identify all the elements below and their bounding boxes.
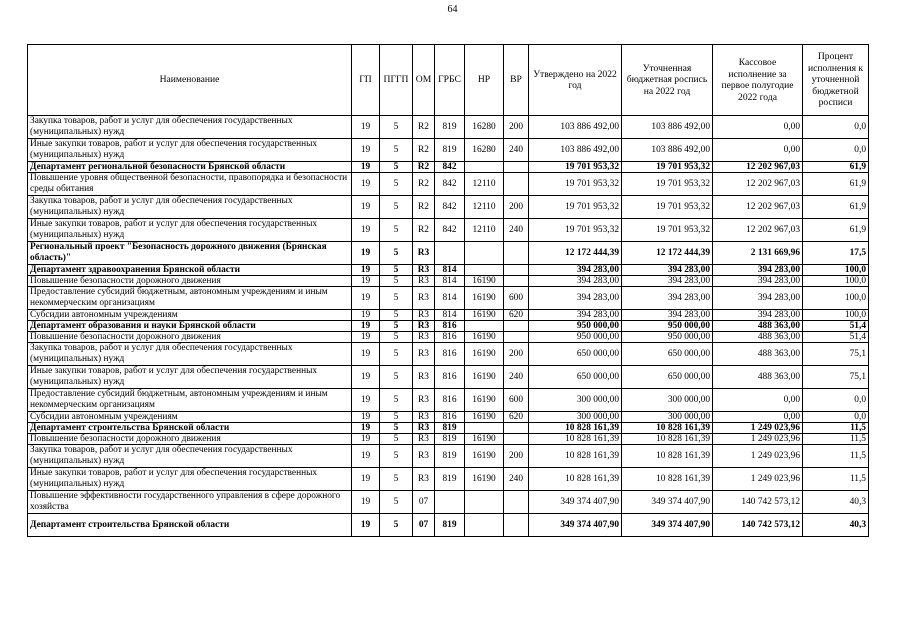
cell-vr: 240 <box>504 468 529 491</box>
cell-np: 16190 <box>465 276 504 287</box>
cell-grbs: 816 <box>435 332 465 343</box>
cell-refined: 103 886 492,00 <box>622 116 713 139</box>
cell-om: R3 <box>413 310 435 321</box>
cell-refined: 950 000,00 <box>622 321 713 332</box>
cell-percent: 0,0 <box>803 116 869 139</box>
cell-cash: 12 202 967,03 <box>713 162 803 173</box>
table-row <box>28 366 869 389</box>
cell-gp: 19 <box>352 468 380 491</box>
cell-name: Региональный проект "Безопасность дорожного движения (Брянская область)" <box>28 242 352 265</box>
cell-cash: 1 249 023,96 <box>713 423 803 434</box>
table-row <box>28 343 869 366</box>
cell-refined: 650 000,00 <box>622 343 713 366</box>
cell-vr <box>504 491 529 514</box>
table-row <box>28 242 869 265</box>
cell-om: R3 <box>413 276 435 287</box>
cell-grbs: 819 <box>435 116 465 139</box>
cell-ppgp: 5 <box>380 219 413 242</box>
cell-cash: 1 249 023,96 <box>713 468 803 491</box>
cell-percent: 100,0 <box>803 287 869 310</box>
cell-percent: 40,3 <box>803 514 869 537</box>
cell-vr <box>504 265 529 276</box>
cell-np: 16280 <box>465 139 504 162</box>
cell-om: R3 <box>413 265 435 276</box>
cell-np: 16190 <box>465 412 504 423</box>
cell-ppgp: 5 <box>380 423 413 434</box>
cell-name: Повышение безопасности дорожного движения <box>28 332 352 343</box>
cell-gp: 19 <box>352 173 380 196</box>
cell-ppgp: 5 <box>380 412 413 423</box>
cell-om: R3 <box>413 332 435 343</box>
cell-np: 16190 <box>465 434 504 445</box>
cell-om: R2 <box>413 173 435 196</box>
table-row <box>28 162 869 173</box>
cell-name: Закупка товаров, работ и услуг для обеспечения государственных (муниципальных) нужд <box>28 445 352 468</box>
cell-name: Закупка товаров, работ и услуг для обеспечения государственных (муниципальных) нужд <box>28 196 352 219</box>
cell-vr: 620 <box>504 310 529 321</box>
cell-om: R2 <box>413 196 435 219</box>
cell-vr <box>504 162 529 173</box>
cell-cash: 12 202 967,03 <box>713 219 803 242</box>
cell-refined: 349 374 407,90 <box>622 491 713 514</box>
table-row <box>28 468 869 491</box>
header-gp: ГП <box>352 45 380 116</box>
table-row <box>28 310 869 321</box>
cell-approved: 394 283,00 <box>529 310 622 321</box>
cell-percent: 61,9 <box>803 162 869 173</box>
cell-refined: 394 283,00 <box>622 287 713 310</box>
table-row <box>28 412 869 423</box>
cell-refined: 394 283,00 <box>622 276 713 287</box>
cell-percent: 0,0 <box>803 139 869 162</box>
cell-percent: 61,9 <box>803 219 869 242</box>
cell-refined: 300 000,00 <box>622 389 713 412</box>
cell-name: Иные закупки товаров, работ и услуг для обеспечения государственных (муниципальных) нужд <box>28 139 352 162</box>
table-row <box>28 116 869 139</box>
cell-approved: 19 701 953,32 <box>529 173 622 196</box>
table-row <box>28 491 869 514</box>
cell-np <box>465 265 504 276</box>
cell-np: 16190 <box>465 468 504 491</box>
cell-ppgp: 5 <box>380 389 413 412</box>
cell-grbs: 816 <box>435 321 465 332</box>
cell-vr: 620 <box>504 412 529 423</box>
cell-ppgp: 5 <box>380 366 413 389</box>
cell-np: 12110 <box>465 173 504 196</box>
cell-np <box>465 423 504 434</box>
cell-np: 16190 <box>465 332 504 343</box>
cell-approved: 650 000,00 <box>529 366 622 389</box>
cell-gp: 19 <box>352 321 380 332</box>
cell-name: Повышение эффективности государственного управления в сфере дорожного хозяйства <box>28 491 352 514</box>
cell-approved: 950 000,00 <box>529 332 622 343</box>
cell-om: R2 <box>413 162 435 173</box>
cell-grbs: 842 <box>435 173 465 196</box>
cell-grbs: 819 <box>435 468 465 491</box>
cell-gp: 19 <box>352 332 380 343</box>
cell-refined: 650 000,00 <box>622 366 713 389</box>
cell-refined: 10 828 161,39 <box>622 468 713 491</box>
cell-gp: 19 <box>352 445 380 468</box>
cell-gp: 19 <box>352 196 380 219</box>
cell-cash: 12 202 967,03 <box>713 173 803 196</box>
cell-grbs: 842 <box>435 162 465 173</box>
cell-vr <box>504 332 529 343</box>
cell-vr: 200 <box>504 445 529 468</box>
table-row <box>28 423 869 434</box>
cell-approved: 12 172 444,39 <box>529 242 622 265</box>
cell-percent: 100,0 <box>803 265 869 276</box>
cell-vr: 240 <box>504 219 529 242</box>
cell-cash: 1 249 023,96 <box>713 434 803 445</box>
cell-name: Департамент здравоохранения Брянской области <box>28 265 352 276</box>
cell-grbs: 819 <box>435 423 465 434</box>
cell-approved: 950 000,00 <box>529 321 622 332</box>
cell-approved: 349 374 407,90 <box>529 491 622 514</box>
cell-cash: 394 283,00 <box>713 287 803 310</box>
table-row <box>28 332 869 343</box>
cell-approved: 19 701 953,32 <box>529 196 622 219</box>
cell-approved: 19 701 953,32 <box>529 219 622 242</box>
cell-approved: 394 283,00 <box>529 276 622 287</box>
cell-om: R3 <box>413 423 435 434</box>
cell-name: Иные закупки товаров, работ и услуг для обеспечения государственных (муниципальных) нужд <box>28 366 352 389</box>
cell-gp: 19 <box>352 116 380 139</box>
cell-refined: 12 172 444,39 <box>622 242 713 265</box>
cell-name: Закупка товаров, работ и услуг для обеспечения государственных (муниципальных) нужд <box>28 343 352 366</box>
cell-grbs: 814 <box>435 276 465 287</box>
cell-np <box>465 491 504 514</box>
cell-ppgp: 5 <box>380 276 413 287</box>
header-om: ОМ <box>413 45 435 116</box>
cell-gp: 19 <box>352 412 380 423</box>
budget-execution-table <box>27 44 869 537</box>
cell-om: 07 <box>413 514 435 537</box>
table-row <box>28 287 869 310</box>
table-row <box>28 445 869 468</box>
cell-refined: 10 828 161,39 <box>622 423 713 434</box>
cell-vr <box>504 514 529 537</box>
cell-refined: 10 828 161,39 <box>622 445 713 468</box>
cell-cash: 140 742 573,12 <box>713 491 803 514</box>
cell-name: Департамент строительства Брянской области <box>28 514 352 537</box>
cell-om: R3 <box>413 412 435 423</box>
cell-grbs <box>435 242 465 265</box>
cell-om: R3 <box>413 242 435 265</box>
cell-approved: 349 374 407,90 <box>529 514 622 537</box>
cell-gp: 19 <box>352 434 380 445</box>
cell-om: 07 <box>413 491 435 514</box>
cell-np: 16190 <box>465 366 504 389</box>
cell-ppgp: 5 <box>380 242 413 265</box>
table-row <box>28 219 869 242</box>
cell-ppgp: 5 <box>380 265 413 276</box>
cell-grbs: 842 <box>435 196 465 219</box>
cell-gp: 19 <box>352 265 380 276</box>
cell-grbs: 819 <box>435 434 465 445</box>
cell-cash: 12 202 967,03 <box>713 196 803 219</box>
cell-cash: 2 131 669,96 <box>713 242 803 265</box>
cell-approved: 650 000,00 <box>529 343 622 366</box>
cell-np: 16190 <box>465 445 504 468</box>
cell-refined: 10 828 161,39 <box>622 434 713 445</box>
cell-name: Департамент региональной безопасности Брянской области <box>28 162 352 173</box>
cell-grbs: 814 <box>435 310 465 321</box>
table-row <box>28 139 869 162</box>
cell-name: Субсидии автономным учреждениям <box>28 310 352 321</box>
page-number: 64 <box>447 4 458 15</box>
cell-vr <box>504 242 529 265</box>
cell-np: 16190 <box>465 343 504 366</box>
cell-om: R3 <box>413 434 435 445</box>
cell-name: Повышение безопасности дорожного движения <box>28 434 352 445</box>
cell-cash: 394 283,00 <box>713 310 803 321</box>
cell-np <box>465 321 504 332</box>
header-name: Наименование <box>28 45 352 116</box>
cell-gp: 19 <box>352 514 380 537</box>
cell-percent: 75,1 <box>803 343 869 366</box>
cell-approved: 10 828 161,39 <box>529 468 622 491</box>
cell-name: Предоставление субсидий бюджетным, автономным учреждениям и иным некоммерческим организациям <box>28 287 352 310</box>
cell-refined: 349 374 407,90 <box>622 514 713 537</box>
table-header-row <box>28 45 869 116</box>
cell-ppgp: 5 <box>380 287 413 310</box>
cell-vr: 200 <box>504 116 529 139</box>
cell-approved: 394 283,00 <box>529 287 622 310</box>
header-np: НР <box>465 45 504 116</box>
cell-ppgp: 5 <box>380 468 413 491</box>
header-vr: ВР <box>504 45 529 116</box>
table-row <box>28 265 869 276</box>
table-row <box>28 434 869 445</box>
cell-om: R3 <box>413 287 435 310</box>
cell-ppgp: 5 <box>380 434 413 445</box>
cell-vr: 600 <box>504 389 529 412</box>
cell-ppgp: 5 <box>380 514 413 537</box>
cell-percent: 100,0 <box>803 310 869 321</box>
cell-cash: 0,00 <box>713 412 803 423</box>
cell-grbs: 816 <box>435 343 465 366</box>
cell-grbs: 816 <box>435 366 465 389</box>
cell-cash: 488 363,00 <box>713 321 803 332</box>
cell-np: 16190 <box>465 310 504 321</box>
cell-grbs: 814 <box>435 265 465 276</box>
cell-percent: 51,4 <box>803 332 869 343</box>
cell-om: R3 <box>413 321 435 332</box>
cell-vr: 240 <box>504 139 529 162</box>
cell-gp: 19 <box>352 389 380 412</box>
cell-ppgp: 5 <box>380 173 413 196</box>
cell-gp: 19 <box>352 139 380 162</box>
cell-percent: 11,5 <box>803 445 869 468</box>
table-row <box>28 321 869 332</box>
table-body <box>28 116 869 537</box>
table-row <box>28 276 869 287</box>
cell-vr: 200 <box>504 343 529 366</box>
cell-grbs: 819 <box>435 514 465 537</box>
cell-gp: 19 <box>352 276 380 287</box>
cell-grbs <box>435 491 465 514</box>
cell-approved: 300 000,00 <box>529 389 622 412</box>
cell-grbs: 819 <box>435 445 465 468</box>
cell-om: R2 <box>413 219 435 242</box>
cell-approved: 394 283,00 <box>529 265 622 276</box>
cell-vr <box>504 276 529 287</box>
header-ppgp: ПГГП <box>380 45 413 116</box>
cell-cash: 394 283,00 <box>713 276 803 287</box>
cell-refined: 950 000,00 <box>622 332 713 343</box>
cell-ppgp: 5 <box>380 321 413 332</box>
cell-gp: 19 <box>352 162 380 173</box>
cell-approved: 300 000,00 <box>529 412 622 423</box>
cell-vr <box>504 321 529 332</box>
table-row <box>28 196 869 219</box>
cell-vr: 240 <box>504 366 529 389</box>
cell-percent: 61,9 <box>803 196 869 219</box>
cell-cash: 488 363,00 <box>713 332 803 343</box>
cell-cash: 140 742 573,12 <box>713 514 803 537</box>
cell-gp: 19 <box>352 219 380 242</box>
cell-vr: 600 <box>504 287 529 310</box>
cell-om: R3 <box>413 366 435 389</box>
cell-cash: 0,00 <box>713 116 803 139</box>
cell-grbs: 816 <box>435 389 465 412</box>
cell-cash: 488 363,00 <box>713 343 803 366</box>
cell-percent: 17,5 <box>803 242 869 265</box>
cell-np: 16190 <box>465 389 504 412</box>
cell-percent: 100,0 <box>803 276 869 287</box>
cell-name: Департамент строительства Брянской области <box>28 423 352 434</box>
cell-approved: 10 828 161,39 <box>529 423 622 434</box>
header-approved: Утверждено на 2022 год <box>529 45 622 116</box>
cell-percent: 40,3 <box>803 491 869 514</box>
cell-gp: 19 <box>352 491 380 514</box>
cell-gp: 19 <box>352 343 380 366</box>
cell-ppgp: 5 <box>380 491 413 514</box>
cell-name: Иные закупки товаров, работ и услуг для обеспечения государственных (муниципальных) нужд <box>28 219 352 242</box>
cell-grbs: 842 <box>435 219 465 242</box>
cell-gp: 19 <box>352 366 380 389</box>
cell-name: Иные закупки товаров, работ и услуг для обеспечения государственных (муниципальных) нужд <box>28 468 352 491</box>
cell-ppgp: 5 <box>380 343 413 366</box>
cell-name: Департамент образования и науки Брянской области <box>28 321 352 332</box>
cell-gp: 19 <box>352 310 380 321</box>
header-percent: Процент исполнения к уточненной бюджетной росписи <box>803 45 869 116</box>
cell-cash: 1 249 023,96 <box>713 445 803 468</box>
cell-percent: 11,5 <box>803 434 869 445</box>
cell-vr <box>504 423 529 434</box>
cell-percent: 0,0 <box>803 389 869 412</box>
cell-ppgp: 5 <box>380 116 413 139</box>
cell-om: R3 <box>413 343 435 366</box>
header-refined: Уточненная бюджетная роспись на 2022 год <box>622 45 713 116</box>
cell-ppgp: 5 <box>380 445 413 468</box>
cell-ppgp: 5 <box>380 162 413 173</box>
cell-np: 12110 <box>465 196 504 219</box>
cell-refined: 300 000,00 <box>622 412 713 423</box>
cell-approved: 103 886 492,00 <box>529 139 622 162</box>
cell-gp: 19 <box>352 242 380 265</box>
header-grbs: ГРБС <box>435 45 465 116</box>
cell-refined: 19 701 953,32 <box>622 162 713 173</box>
cell-percent: 51,4 <box>803 321 869 332</box>
cell-vr <box>504 173 529 196</box>
cell-name: Предоставление субсидий бюджетным, автономным учреждениям и иным некоммерческим организациям <box>28 389 352 412</box>
cell-refined: 19 701 953,32 <box>622 173 713 196</box>
cell-refined: 394 283,00 <box>622 265 713 276</box>
cell-grbs: 819 <box>435 139 465 162</box>
cell-name: Субсидии автономным учреждениям <box>28 412 352 423</box>
cell-ppgp: 5 <box>380 139 413 162</box>
table-row <box>28 389 869 412</box>
cell-percent: 11,5 <box>803 468 869 491</box>
cell-percent: 75,1 <box>803 366 869 389</box>
cell-ppgp: 5 <box>380 332 413 343</box>
cell-ppgp: 5 <box>380 310 413 321</box>
cell-percent: 11,5 <box>803 423 869 434</box>
cell-name: Повышение безопасности дорожного движения <box>28 276 352 287</box>
cell-percent: 0,0 <box>803 412 869 423</box>
cell-np <box>465 514 504 537</box>
cell-vr: 200 <box>504 196 529 219</box>
cell-ppgp: 5 <box>380 196 413 219</box>
cell-refined: 19 701 953,32 <box>622 196 713 219</box>
cell-om: R3 <box>413 468 435 491</box>
cell-gp: 19 <box>352 287 380 310</box>
cell-np <box>465 162 504 173</box>
cell-om: R2 <box>413 116 435 139</box>
cell-name: Закупка товаров, работ и услуг для обеспечения государственных (муниципальных) нужд <box>28 116 352 139</box>
cell-om: R3 <box>413 389 435 412</box>
cell-np <box>465 242 504 265</box>
cell-cash: 488 363,00 <box>713 366 803 389</box>
cell-refined: 103 886 492,00 <box>622 139 713 162</box>
table-row <box>28 514 869 537</box>
cell-om: R3 <box>413 445 435 468</box>
cell-refined: 19 701 953,32 <box>622 219 713 242</box>
cell-grbs: 816 <box>435 412 465 423</box>
cell-vr <box>504 434 529 445</box>
cell-gp: 19 <box>352 423 380 434</box>
cell-approved: 103 886 492,00 <box>529 116 622 139</box>
cell-cash: 394 283,00 <box>713 265 803 276</box>
cell-grbs: 814 <box>435 287 465 310</box>
header-cash: Кассовое исполнение за первое полугодие 2022 года <box>713 45 803 116</box>
cell-np: 16280 <box>465 116 504 139</box>
cell-np: 12110 <box>465 219 504 242</box>
cell-approved: 10 828 161,39 <box>529 434 622 445</box>
cell-refined: 394 283,00 <box>622 310 713 321</box>
cell-cash: 0,00 <box>713 139 803 162</box>
cell-approved: 19 701 953,32 <box>529 162 622 173</box>
table-row <box>28 173 869 196</box>
cell-om: R2 <box>413 139 435 162</box>
cell-name: Повышение уровня общественной безопасности, правопорядка и безопасности среды обитания <box>28 173 352 196</box>
cell-np: 16190 <box>465 287 504 310</box>
cell-percent: 61,9 <box>803 173 869 196</box>
cell-approved: 10 828 161,39 <box>529 445 622 468</box>
cell-cash: 0,00 <box>713 389 803 412</box>
